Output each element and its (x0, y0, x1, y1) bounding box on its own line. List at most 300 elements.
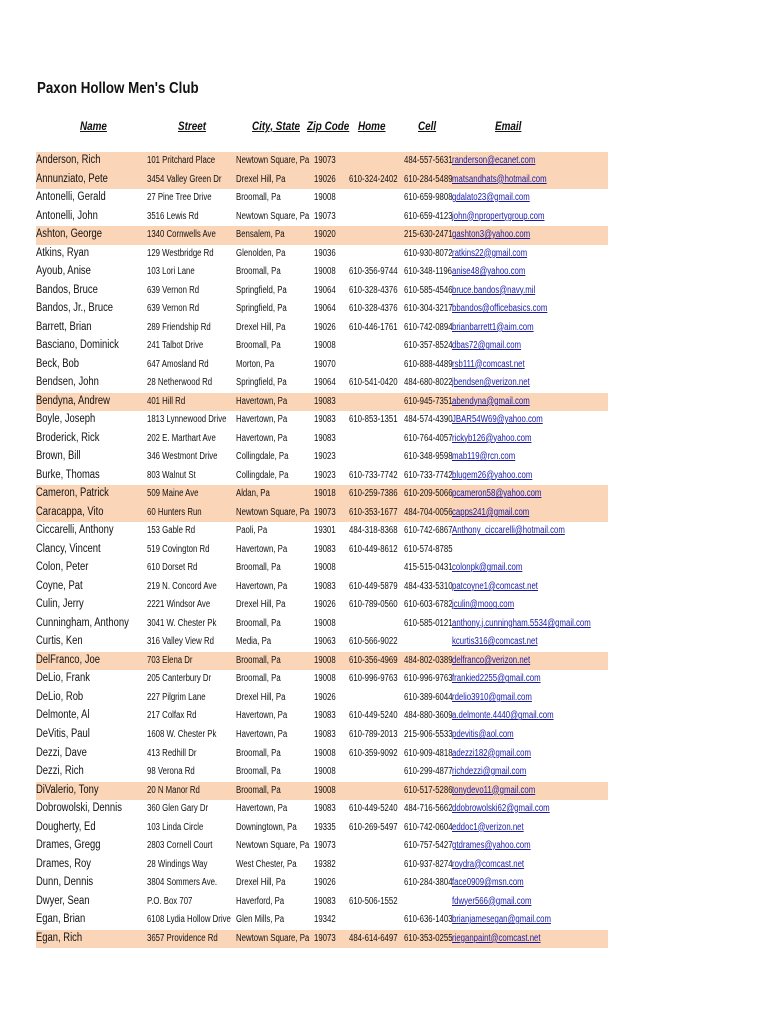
member-email-link[interactable]: richdezzi@gmail.com (452, 766, 527, 778)
member-city: Broomall, Pa (236, 747, 281, 759)
member-name: DiValerio, Tony (36, 783, 99, 796)
member-name: Dunn, Dennis (36, 876, 94, 889)
table-row (36, 707, 608, 726)
table-row (36, 226, 608, 245)
member-city: Broomall, Pa (236, 562, 281, 574)
member-name: DelFranco, Joe (36, 653, 100, 666)
member-zip: 19008 (314, 766, 336, 778)
member-city: Broomall, Pa (236, 192, 281, 204)
member-street: 703 Elena Dr (147, 654, 193, 666)
member-zip: 19023 (314, 451, 336, 463)
member-city: Havertown, Pa (236, 414, 288, 426)
member-email-link[interactable]: rieganpaint@comcast.net (452, 932, 541, 944)
member-table (36, 152, 608, 948)
member-cell-phone: 610-742-0604 (404, 821, 453, 833)
member-cell-phone: 610-348-9598 (404, 451, 453, 463)
member-name: Dougherty, Ed (36, 820, 96, 833)
member-street: 3041 W. Chester Pk (147, 617, 217, 629)
table-row (36, 670, 608, 689)
member-name: Curtis, Ken (36, 635, 83, 648)
member-zip: 19083 (314, 895, 336, 907)
member-zip: 19008 (314, 617, 336, 629)
member-cell-phone: 610-585-4546 (404, 284, 453, 296)
member-zip: 19026 (314, 691, 336, 703)
member-email-link[interactable]: face0909@msn.com (452, 877, 524, 889)
member-home-phone: 610-853-1351 (349, 414, 398, 426)
member-home-phone: 610-789-2013 (349, 728, 398, 740)
member-street: 3516 Lewis Rd (147, 210, 199, 222)
member-cell-phone: 610-930-8072 (404, 247, 453, 259)
member-city: Drexel Hill, Pa (236, 173, 286, 185)
member-city: Drexel Hill, Pa (236, 599, 286, 611)
member-email-link[interactable]: pcameron58@yahoo.com (452, 488, 542, 500)
member-name: Drames, Roy (36, 857, 92, 870)
member-home-phone: 610-446-1761 (349, 321, 398, 333)
member-city: Aldan, Pa (236, 488, 270, 500)
member-home-phone: 610-328-4376 (349, 284, 398, 296)
member-name: Bendsen, John (36, 376, 99, 389)
member-name: Bandos, Jr., Bruce (36, 302, 114, 315)
member-cell-phone: 610-888-4489 (404, 358, 453, 370)
member-zip: 19008 (314, 673, 336, 685)
member-email-link[interactable]: anise48@yahoo.com (452, 266, 526, 278)
member-street: 98 Verona Rd (147, 766, 195, 778)
member-city: Broomall, Pa (236, 673, 281, 685)
member-home-phone: 610-449-5879 (349, 580, 398, 592)
member-street: 60 Hunters Run (147, 506, 202, 518)
member-zip: 19018 (314, 488, 336, 500)
member-home-phone: 484-318-8368 (349, 525, 398, 537)
table-row (36, 152, 608, 171)
member-zip: 19026 (314, 321, 336, 333)
member-city: Newtown Square, Pa (236, 506, 310, 518)
table-row (36, 856, 608, 875)
member-zip: 19335 (314, 821, 336, 833)
member-cell-phone: 610-636-1403 (404, 914, 453, 926)
member-name: Bendyna, Andrew (36, 394, 110, 407)
member-home-phone: 610-996-9763 (349, 673, 398, 685)
member-zip: 19083 (314, 543, 336, 555)
member-name: Antonelli, John (36, 209, 98, 222)
member-email-link[interactable]: gashton3@yahoo.com (452, 229, 531, 241)
table-row (36, 837, 608, 856)
table-row (36, 541, 608, 560)
member-name: Burke, Thomas (36, 468, 100, 481)
member-zip: 19026 (314, 877, 336, 889)
member-street: 346 Westmont Drive (147, 451, 218, 463)
member-zip: 19083 (314, 803, 336, 815)
member-email-link[interactable]: colonpk@gmail.com (452, 562, 523, 574)
member-email-link[interactable]: abendyna@gmail.com (452, 395, 530, 407)
table-row (36, 578, 608, 597)
member-cell-phone: 610-764-4057 (404, 432, 453, 444)
member-cell-phone: 484-716-5662 (404, 803, 453, 815)
member-street: 1608 W. Chester Pk (147, 728, 217, 740)
member-zip: 19020 (314, 229, 336, 241)
member-name: Dezzi, Rich (36, 765, 84, 778)
member-email-link[interactable]: rsb111@comcast.net (452, 358, 525, 370)
member-zip: 19073 (314, 840, 336, 852)
member-email-link[interactable]: rickyb126@yahoo.com (452, 432, 532, 444)
member-cell-phone: 484-680-8022 (404, 377, 453, 389)
member-home-phone: 610-356-4969 (349, 654, 398, 666)
member-email-link[interactable]: jbendsen@verizon.net (452, 377, 530, 389)
member-email-link[interactable]: gdalato23@gmail.com (452, 192, 530, 204)
member-cell-phone: 610-996-9763 (404, 673, 453, 685)
member-zip: 19083 (314, 580, 336, 592)
member-zip: 19382 (314, 858, 336, 870)
member-email-link[interactable]: dbas72@gmail.com (452, 340, 522, 352)
member-cell-phone: 610-742-6867 (404, 525, 453, 537)
member-city: Havertown, Pa (236, 432, 288, 444)
member-street: 103 Linda Circle (147, 821, 204, 833)
member-name: Brown, Bill (36, 450, 81, 463)
member-street: 28 Windings Way (147, 858, 208, 870)
member-name: Egan, Brian (36, 913, 86, 926)
member-zip: 19008 (314, 340, 336, 352)
member-name: Culin, Jerry (36, 598, 84, 611)
member-zip: 19083 (314, 432, 336, 444)
member-city: Bensalem, Pa (236, 229, 285, 241)
table-row (36, 430, 608, 449)
member-zip: 19008 (314, 192, 336, 204)
column-header-email: Email (495, 121, 522, 133)
member-email-link[interactable]: randerson@ecanet.com (452, 155, 536, 166)
table-row (36, 522, 608, 541)
member-home-phone: 610-324-2402 (349, 173, 398, 185)
member-city: Newtown Square, Pa (236, 210, 310, 222)
member-street: 639 Vernon Rd (147, 303, 200, 315)
member-name: Cameron, Patrick (36, 487, 109, 500)
member-cell-phone: 415-515-0431 (404, 562, 453, 574)
member-name: Dezzi, Dave (36, 746, 87, 759)
member-cell-phone: 610-574-8785 (404, 543, 453, 555)
member-home-phone: 610-356-9744 (349, 266, 398, 278)
member-home-phone: 610-328-4376 (349, 303, 398, 315)
member-cell-phone: 610-603-6782 (404, 599, 453, 611)
member-name: Barrett, Brian (36, 320, 92, 333)
member-street: 227 Pilgrim Lane (147, 691, 206, 703)
member-zip: 19073 (314, 506, 336, 518)
table-row (36, 911, 608, 930)
table-row (36, 615, 608, 634)
member-name: Drames, Gregg (36, 839, 101, 852)
member-street: 101 Pritchard Place (147, 155, 216, 166)
member-street: 2221 Windsor Ave (147, 599, 211, 611)
member-zip: 19083 (314, 395, 336, 407)
table-row (36, 504, 608, 523)
member-street: 217 Colfax Rd (147, 710, 197, 722)
member-city: Glenolden, Pa (236, 247, 286, 259)
member-street: 219 N. Concord Ave (147, 580, 217, 592)
table-row (36, 189, 608, 208)
member-city: Havertown, Pa (236, 580, 288, 592)
member-city: Springfield, Pa (236, 303, 287, 315)
member-email-link[interactable]: ddobrowolski62@gmail.com (452, 803, 550, 815)
member-email-link[interactable]: tonydevo11@gmail.com (452, 784, 536, 796)
member-name: Antonelli, Gerald (36, 191, 106, 204)
member-street: 1813 Lynnewood Drive (147, 414, 227, 426)
member-email-link[interactable]: adezzi182@gmail.com (452, 747, 532, 759)
member-zip: 19026 (314, 173, 336, 185)
member-name: Ayoub, Anise (36, 265, 91, 278)
table-row (36, 374, 608, 393)
member-email-link[interactable]: pdevitis@aol.com (452, 728, 514, 740)
member-street: 610 Dorset Rd (147, 562, 198, 574)
member-email-link[interactable]: brianbarrett1@aim.com (452, 321, 534, 333)
table-row (36, 263, 608, 282)
member-zip: 19008 (314, 784, 336, 796)
member-cell-phone: 215-630-2471 (404, 229, 453, 241)
table-row (36, 689, 608, 708)
member-home-phone: 610-733-7742 (349, 469, 398, 481)
member-name: Anderson, Rich (36, 154, 101, 166)
member-email-link[interactable]: brianjamesegan@gmail.com (452, 914, 551, 926)
member-cell-phone: 610-742-0894 (404, 321, 453, 333)
member-city: Collingdale, Pa (236, 469, 289, 481)
member-city: Paoli, Pa (236, 525, 268, 537)
column-header-name: Name (80, 121, 107, 133)
member-cell-phone: 610-937-8274 (404, 858, 453, 870)
member-zip: 19026 (314, 599, 336, 611)
member-cell-phone: 484-704-0056 (404, 506, 453, 518)
member-street: 289 Friendship Rd (147, 321, 211, 333)
member-home-phone: 484-614-6497 (349, 932, 398, 944)
member-name: Delmonte, Al (36, 709, 90, 722)
member-email-link[interactable]: matsandhats@hotmail.com (452, 173, 547, 185)
member-name: Annunziato, Pete (36, 172, 108, 185)
member-cell-phone: 215-906-5533 (404, 728, 453, 740)
member-street: 316 Valley View Rd (147, 636, 214, 648)
member-cell-phone: 610-304-3217 (404, 303, 453, 315)
member-cell-phone: 610-659-9808 (404, 192, 453, 204)
table-row (36, 356, 608, 375)
table-row (36, 763, 608, 782)
member-cell-phone: 610-659-4123 (404, 210, 453, 222)
member-city: Havertown, Pa (236, 803, 288, 815)
member-email-link[interactable]: roydra@comcast.net (452, 858, 525, 870)
table-row (36, 874, 608, 893)
table-row (36, 559, 608, 578)
member-email-link[interactable]: delfranco@verizon.net (452, 654, 531, 666)
member-name: Dobrowolski, Dennis (36, 802, 122, 815)
member-street: 401 Hill Rd (147, 395, 186, 407)
member-zip: 19070 (314, 358, 336, 370)
member-home-phone: 610-353-1677 (349, 506, 398, 518)
table-row (36, 800, 608, 819)
member-email-link[interactable]: rdelio3910@gmail.com (452, 691, 532, 703)
member-email-link[interactable]: patcoyne1@comcast.net (452, 580, 538, 592)
member-city: Havertown, Pa (236, 728, 288, 740)
member-home-phone: 610-269-5497 (349, 821, 398, 833)
member-name: DeLio, Rob (36, 690, 84, 703)
member-city: Drexel Hill, Pa (236, 691, 286, 703)
member-cell-phone: 610-284-3804 (404, 877, 453, 889)
member-cell-phone: 610-299-4877 (404, 766, 453, 778)
table-row (36, 726, 608, 745)
table-row (36, 633, 608, 652)
member-city: West Chester, Pa (236, 858, 297, 870)
member-street: 20 N Manor Rd (147, 784, 200, 796)
member-zip: 19083 (314, 728, 336, 740)
member-cell-phone: 610-284-5489 (404, 173, 453, 185)
member-cell-phone: 610-733-7742 (404, 469, 453, 481)
table-row (36, 819, 608, 838)
member-home-phone: 610-449-8612 (349, 543, 398, 555)
member-cell-phone: 610-909-4818 (404, 747, 453, 759)
member-home-phone: 610-789-0560 (349, 599, 398, 611)
member-city: Drexel Hill, Pa (236, 877, 286, 889)
member-city: Newtown Square, Pa (236, 932, 310, 944)
member-cell-phone: 610-348-1196 (404, 266, 453, 278)
member-city: Drexel Hill, Pa (236, 321, 286, 333)
member-zip: 19342 (314, 914, 336, 926)
member-email-link[interactable]: jculin@moog.com (452, 599, 515, 611)
member-name: Ashton, George (36, 228, 103, 241)
table-row (36, 300, 608, 319)
member-street: 509 Maine Ave (147, 488, 199, 500)
member-city: Morton, Pa (236, 358, 275, 370)
column-header-cell: Cell (418, 121, 437, 133)
member-city: Media, Pa (236, 636, 272, 648)
member-zip: 19036 (314, 247, 336, 259)
table-row (36, 208, 608, 227)
column-header-city: City, State (252, 121, 300, 133)
member-cell-phone: 610-209-5066 (404, 488, 453, 500)
member-email-link[interactable]: blugem26@yahoo.com (452, 469, 533, 481)
member-email-link[interactable]: fdwyer566@gmail.com (452, 895, 532, 907)
member-street: 129 Westbridge Rd (147, 247, 214, 259)
table-row (36, 393, 608, 412)
member-email-link[interactable]: mab119@rcn.com (452, 451, 516, 463)
table-row (36, 448, 608, 467)
member-city: Springfield, Pa (236, 377, 287, 389)
member-email-link[interactable]: john@npropertygroup.com (452, 210, 545, 222)
member-name: Boyle, Joseph (36, 413, 96, 426)
member-name: Broderick, Rick (36, 431, 100, 444)
member-cell-phone: 484-433-5310 (404, 580, 453, 592)
member-city: Broomall, Pa (236, 617, 281, 629)
member-home-phone: 610-541-0420 (349, 377, 398, 389)
table-row (36, 319, 608, 338)
member-city: Broomall, Pa (236, 340, 281, 352)
member-city: Newtown Square, Pa (236, 155, 310, 166)
member-name: Colon, Peter (36, 561, 89, 574)
column-header-home: Home (358, 121, 386, 133)
member-name: Atkins, Ryan (36, 246, 89, 259)
member-city: Broomall, Pa (236, 766, 281, 778)
member-name: Coyne, Pat (36, 579, 83, 592)
member-zip: 19063 (314, 636, 336, 648)
member-zip: 19023 (314, 469, 336, 481)
member-name: Egan, Rich (36, 931, 83, 944)
member-zip: 19008 (314, 654, 336, 666)
column-header-street: Street (178, 121, 207, 133)
member-home-phone: 610-259-7386 (349, 488, 398, 500)
member-cell-phone: 484-574-4390 (404, 414, 453, 426)
member-city: Havertown, Pa (236, 395, 288, 407)
member-email-link[interactable]: bruce.bandos@navy.mil (452, 284, 536, 296)
member-cell-phone: 610-389-6044 (404, 691, 453, 703)
member-street: 1340 Cornwells Ave (147, 229, 216, 241)
table-row (36, 467, 608, 486)
member-street: 153 Gable Rd (147, 525, 196, 537)
member-email-link[interactable]: gtdrames@yahoo.com (452, 840, 531, 852)
member-zip: 19073 (314, 932, 336, 944)
member-zip: 19064 (314, 284, 336, 296)
member-name: Dwyer, Sean (36, 894, 90, 907)
member-street: 3657 Providence Rd (147, 932, 218, 944)
member-name: Beck, Bob (36, 357, 79, 370)
member-zip: 19073 (314, 155, 336, 166)
member-name: Clancy, Vincent (36, 542, 101, 555)
member-street: 28 Netherwood Rd (147, 377, 213, 389)
member-email-link[interactable]: kcurtis316@comcast.net (452, 636, 538, 648)
member-street: P.O. Box 707 (147, 895, 193, 907)
table-row (36, 893, 608, 912)
member-street: 103 Lori Lane (147, 266, 195, 278)
member-email-link[interactable]: capps241@gmail.com (452, 506, 530, 518)
member-home-phone: 610-506-1552 (349, 895, 398, 907)
member-city: Broomall, Pa (236, 784, 281, 796)
table-row (36, 652, 608, 671)
member-home-phone: 610-566-9022 (349, 636, 398, 648)
table-row (36, 245, 608, 264)
member-email-link[interactable]: a.delmonte.4440@gmail.com (452, 710, 554, 722)
member-city: Haverford, Pa (236, 895, 285, 907)
member-email-link[interactable]: bbandos@officebasics.com (452, 303, 548, 315)
member-name: DeVitis, Paul (36, 727, 90, 740)
member-home-phone: 610-449-5240 (349, 710, 398, 722)
table-row (36, 930, 608, 949)
member-email-link[interactable]: Anthony_ciccarelli@hotmail.com (452, 525, 565, 537)
table-row (36, 745, 608, 764)
member-name: Cunningham, Anthony (36, 616, 129, 629)
member-street: 639 Vernon Rd (147, 284, 200, 296)
member-zip: 19008 (314, 747, 336, 759)
member-home-phone: 610-449-5240 (349, 803, 398, 815)
member-name: DeLio, Frank (36, 672, 90, 685)
member-name: Ciccarelli, Anthony (36, 524, 114, 537)
member-cell-phone: 484-880-3609 (404, 710, 453, 722)
member-city: Collingdale, Pa (236, 451, 289, 463)
member-street: 205 Canterbury Dr (147, 673, 212, 685)
member-email-link[interactable]: JBAR54W69@yahoo.com (452, 414, 543, 426)
member-email-link[interactable]: frankied2255@gmail.com (452, 673, 541, 685)
member-cell-phone: 484-557-5631 (404, 155, 453, 166)
table-row (36, 596, 608, 615)
member-city: Downingtown, Pa (236, 821, 297, 833)
member-name: Basciano, Dominick (36, 339, 119, 352)
member-zip: 19083 (314, 414, 336, 426)
member-city: Havertown, Pa (236, 543, 288, 555)
member-email-link[interactable]: ratkins22@gmail.com (452, 247, 528, 259)
member-city: Newtown Square, Pa (236, 840, 310, 852)
member-street: 803 Walnut St (147, 469, 196, 481)
member-zip: 19064 (314, 377, 336, 389)
member-city: Havertown, Pa (236, 710, 288, 722)
member-email-link[interactable]: eddoc1@verizon.net (452, 821, 524, 833)
member-city: Springfield, Pa (236, 284, 287, 296)
column-header-zip: Zip Code (307, 121, 350, 133)
member-street: 519 Covington Rd (147, 543, 210, 555)
member-zip: 19083 (314, 710, 336, 722)
member-street: 3804 Sommers Ave. (147, 877, 218, 889)
member-email-link[interactable]: anthony.j.cunningham.5534@gmail.com (452, 617, 591, 629)
table-row (36, 411, 608, 430)
member-street: 360 Glen Gary Dr (147, 803, 209, 815)
member-street: 2803 Cornell Court (147, 840, 213, 852)
